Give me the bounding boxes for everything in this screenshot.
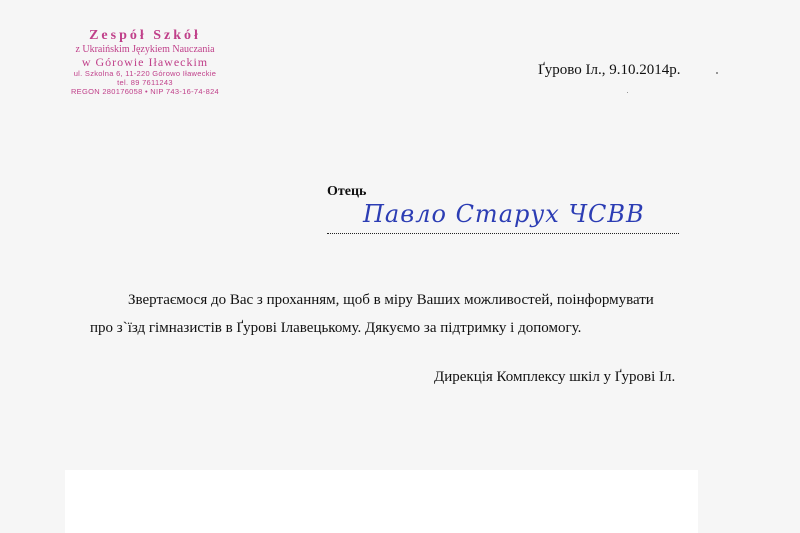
body-line-2: про з`їзд гімназистів в Ґурові Ілавецькому. Дякуємо за підтримку і допомогу. — [90, 320, 582, 336]
school-stamp — [45, 28, 245, 96]
stamp-line-2: w Górowie Iławeckim — [81, 55, 209, 69]
salutation: Отець — [327, 184, 367, 199]
signature: Дирекція Комплексу шкіл у Ґурові Іл. — [434, 369, 676, 385]
handwritten-name: Павло Стаpух ЧСВВ — [363, 200, 645, 228]
stamp-address: ul. Szkolna 6, 11-220 Górowo Iławeckie — [73, 69, 217, 78]
stamp-line-1: z Ukraińskim Językiem Nauczania — [75, 44, 215, 55]
stamp-tel: tel. 89 7611243 — [117, 78, 173, 87]
paper-speck — [627, 92, 628, 93]
body-line-1: Звертаємося до Вас з проханням, щоб в міру Ваших можливостей, поінформувати — [128, 292, 654, 308]
place-date: Ґурово Іл., 9.10.2014р. — [538, 62, 681, 78]
stamp-regon: REGON 280176058 • NIP 743-16-74-824 — [70, 87, 220, 96]
letter-body — [90, 286, 688, 342]
stamp-title: Zespół Szkół — [89, 28, 201, 43]
paper-speck — [716, 72, 718, 74]
blank-area — [65, 470, 698, 533]
addressee-name-line — [327, 200, 679, 234]
